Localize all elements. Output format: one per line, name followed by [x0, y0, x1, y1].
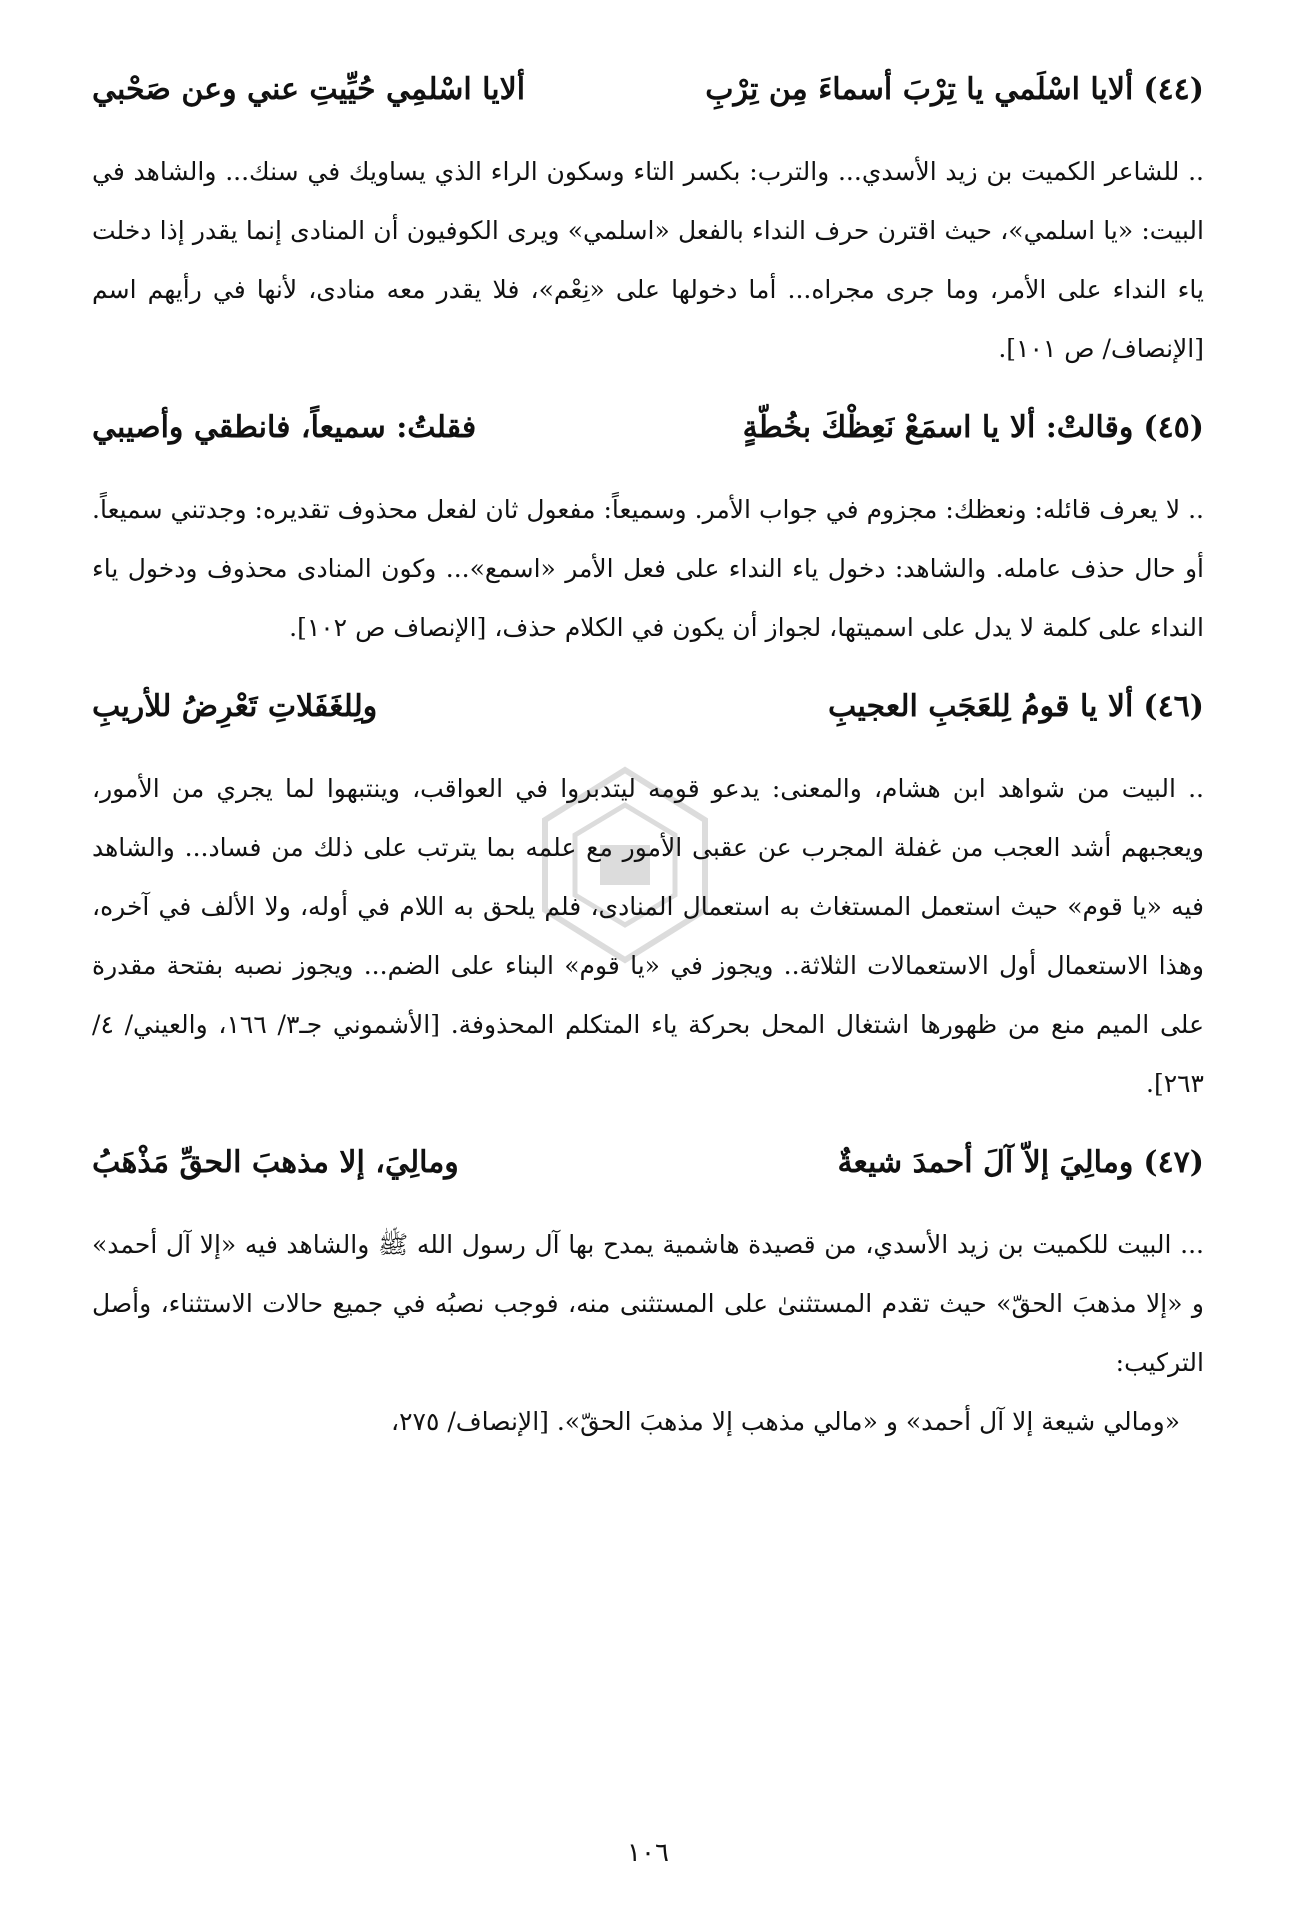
second-hemistich: ألايا اسْلمِي حُيِّيتِ عني وعن صَحْبي — [92, 72, 526, 107]
commentary-paragraph: ... البيت للكميت بن زيد الأسدي، من قصيدة هاشمية يمدح بها آل رسول الله ﷺ والشاهد فيه «إلا آل أحمد» و «إلا مذهبَ الحقّ» حيث تقدم المستثنىٰ على المستثنى منه، فوجب نصبُه في جميع حالات الاستثناء، وأصل التركيب: — [92, 1230, 1204, 1377]
commentary-paragraph: .. البيت من شواهد ابن هشام، والمعنى: يدعو قومه ليتدبروا في العواقب، وينتبهوا لما يجري من الأمور، ويعجبهم أشد العجب من غفلة المجرب عن عقبى الأمور مع علمه بما يترتب على ذلك من فساد... والشاهد فيه «يا قوم» حيث استعمل المستغاث به استعمال المنادى، فلم يلحق به اللام في أوله، ولا الألف في آخره، وهذا الاستعمال أول الاستعمالات الثلاثة.. ويجوز في «يا قوم» البناء على الضم... ويجوز نصبه بفتحة مقدرة على الميم منع من ظهورها اشتغال المحل بحركة ياء المتكلم المحذوفة. [الأشموني جـ٣/ ١٦٦، والعيني/ ٤/ ٢٦٣]. — [92, 774, 1204, 1098]
verse-number: (٤٦) — [1143, 689, 1204, 724]
entry-46 — [92, 679, 1204, 1113]
verse-line — [92, 1135, 1204, 1191]
first-hemistich: ألايا اسْلَمي يا تِرْبَ أسماءَ مِن تِرْبِ — [705, 72, 1134, 107]
verse-number: (٤٤) — [1143, 72, 1204, 107]
verse-number: (٤٧) — [1143, 1145, 1204, 1180]
second-hemistich: ومالِيَ، إلا مذهبَ الحقِّ مَذْهَبُ — [92, 1145, 459, 1180]
entry-47 — [92, 1135, 1204, 1451]
commentary-paragraph: .. للشاعر الكميت بن زيد الأسدي... والترب: بكسر التاء وسكون الراء الذي يساويك في سنك... والشاهد في البيت: «يا اسلمي»، حيث اقترن حرف النداء بالفعل «اسلمي» ويرى الكوفيون أن المنادى إنما يقدر إذا دخلت ياء النداء على الأمر، وما جرى مجراه... أما دخولها على «نِعْم»، فلا يقدر معه منادى، لأنها في رأيهم اسم [الإنصاف/ ص ١٠١]. — [92, 157, 1204, 363]
second-hemistich: ولِلغَفَلاتِ تَعْرِضُ للأريبِ — [92, 689, 378, 724]
verse-line — [92, 400, 1204, 456]
page-number: ١٠٦ — [627, 1838, 669, 1868]
verse-line — [92, 62, 1204, 118]
entry-44 — [92, 62, 1204, 378]
page-content — [92, 62, 1204, 1481]
commentary-continuation: «ومالي شيعة إلا آل أحمد» و «مالي مذهب إلا مذهبَ الحقّ». [الإنصاف/ ٢٧٥، — [391, 1407, 1180, 1436]
entry-45 — [92, 400, 1204, 657]
first-hemistich: ومالِيَ إلاّ آلَ أحمدَ شيعةٌ — [837, 1145, 1134, 1180]
first-hemistich: وقالتْ: ألا يا اسمَعْ نَعِظْكَ بخُطّةٍ — [742, 410, 1134, 445]
verse-line — [92, 679, 1204, 735]
second-hemistich: فقلتُ: سميعاً، فانطقي وأصيبي — [92, 410, 477, 445]
verse-number: (٤٥) — [1143, 410, 1204, 445]
commentary-paragraph: .. لا يعرف قائله: ونعظك: مجزوم في جواب الأمر. وسميعاً: مفعول ثان لفعل محذوف تقديره: وجدتني سميعاً. أو حال حذف عامله. والشاهد: دخول ياء النداء على فعل الأمر «اسمع»... وكون المنادى محذوف ودخول ياء النداء على كلمة لا يدل على اسميتها، لجواز أن يكون في الكلام حذف، [الإنصاف ص ١٠٢]. — [92, 495, 1204, 642]
first-hemistich: ألا يا قومُ لِلعَجَبِ العجيبِ — [828, 689, 1134, 724]
